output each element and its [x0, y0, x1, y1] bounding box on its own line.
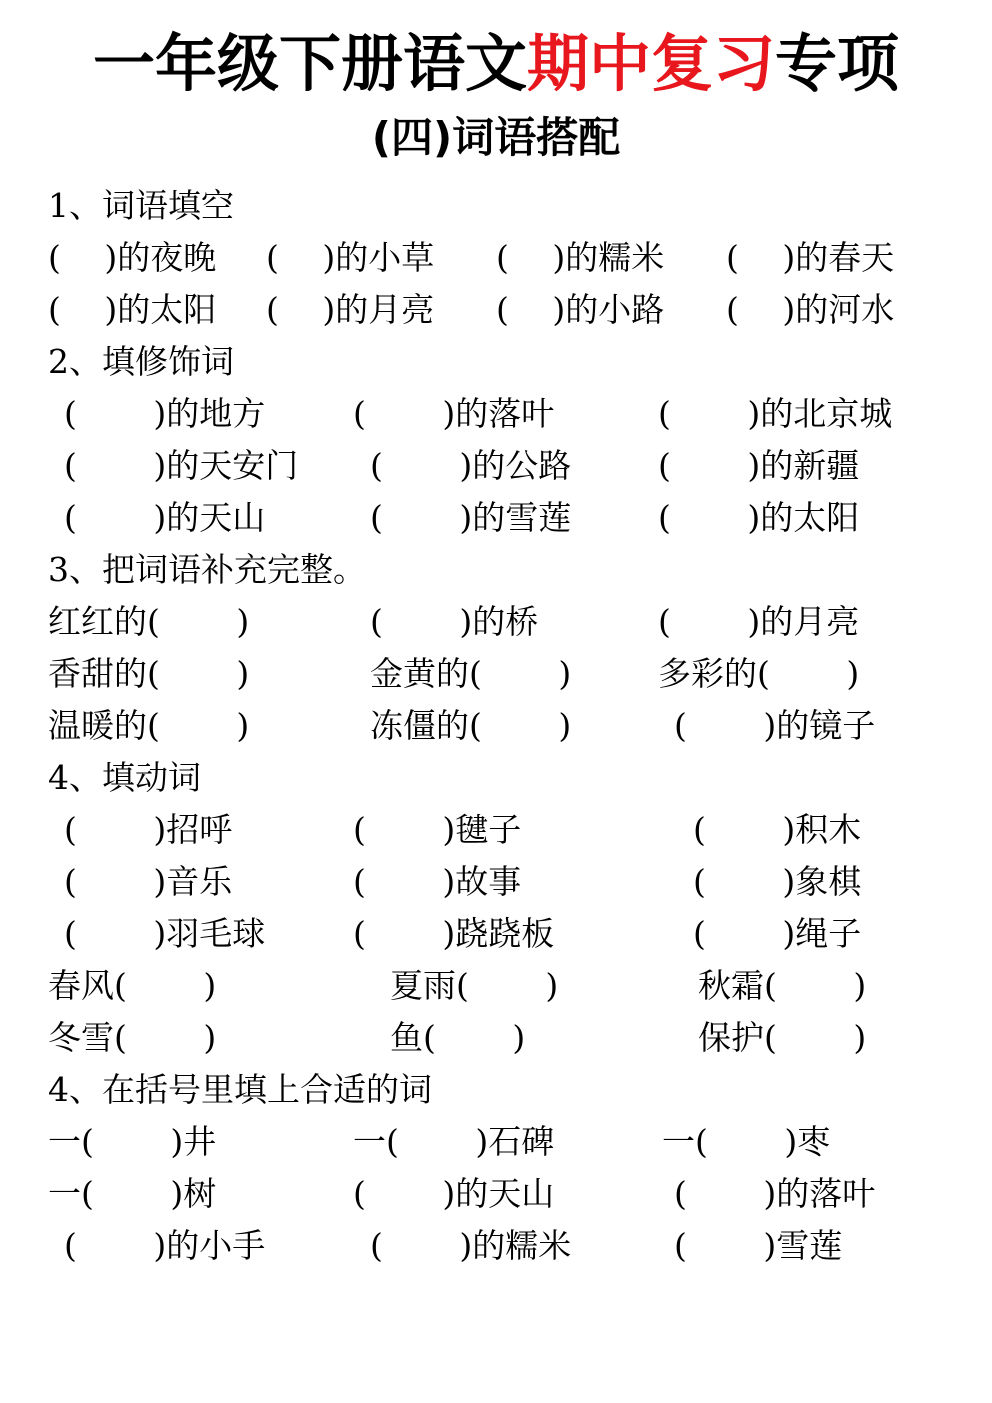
fill-item: ( )的北京城: [658, 394, 893, 433]
fill-item: ( )的太阳: [48, 290, 217, 329]
fill-item: ( )的小手: [64, 1226, 266, 1265]
fill-item: ( )的公路: [370, 446, 572, 485]
fill-item: ( )的小路: [496, 290, 665, 329]
section-4-heading: 4、填动词: [48, 758, 201, 797]
fill-item: ( )音乐: [64, 862, 233, 901]
fill-item: ( )的天山: [353, 1174, 555, 1213]
fill-item: 鱼( ): [390, 1018, 526, 1057]
section-1-heading: 1、词语填空: [48, 186, 234, 225]
fill-item: ( )的天山: [64, 498, 266, 537]
fill-item: ( )的糯米: [370, 1226, 572, 1265]
fill-item: ( )的河水: [726, 290, 895, 329]
fill-item: ( )的月亮: [658, 602, 860, 641]
title-part-1: 一年级下册语文: [92, 27, 527, 100]
section-5-heading: 4、在括号里填上合适的词: [48, 1070, 432, 1109]
fill-item: 一( )枣: [662, 1122, 831, 1161]
fill-item: ( )的天安门: [64, 446, 299, 485]
fill-item: ( )的地方: [64, 394, 266, 433]
fill-item: 一( )石碑: [353, 1122, 555, 1161]
fill-item: ( )的春天: [726, 238, 895, 277]
fill-item: ( )的小草: [266, 238, 435, 277]
fill-item: ( )的月亮: [266, 290, 435, 329]
fill-item: ( )的糯米: [496, 238, 665, 277]
fill-item: 冬雪( ): [48, 1018, 217, 1057]
fill-item: ( )积木: [693, 810, 862, 849]
page-subtitle: (四)词语搭配: [371, 113, 621, 162]
title-part-3: 专项: [775, 27, 900, 100]
fill-item: ( )的新疆: [658, 446, 860, 485]
fill-item: ( )招呼: [64, 810, 233, 849]
fill-item: ( )羽毛球: [64, 914, 266, 953]
fill-item: 秋霜( ): [698, 966, 867, 1005]
fill-item: ( )的桥: [370, 602, 539, 641]
fill-item: 香甜的( ): [48, 654, 250, 693]
fill-item: ( )的夜晚: [48, 238, 217, 277]
fill-item: ( )的太阳: [658, 498, 860, 537]
fill-item: 一( )井: [48, 1122, 217, 1161]
fill-item: 一( )树: [48, 1174, 217, 1213]
fill-item: 春风( ): [48, 966, 217, 1005]
fill-item: ( )的雪莲: [370, 498, 572, 537]
fill-item: ( )绳子: [693, 914, 862, 953]
fill-item: ( )跷跷板: [353, 914, 555, 953]
fill-item: 冻僵的( ): [370, 706, 572, 745]
fill-item: 温暖的( ): [48, 706, 250, 745]
fill-item: 红红的( ): [48, 602, 250, 641]
fill-item: ( )象棋: [693, 862, 862, 901]
fill-item: ( )的镜子: [674, 706, 876, 745]
fill-item: 多彩的( ): [658, 654, 860, 693]
fill-item: ( )毽子: [353, 810, 522, 849]
page-title: [0, 28, 992, 100]
fill-item: ( )雪莲: [674, 1226, 843, 1265]
fill-item: ( )故事: [353, 862, 522, 901]
fill-item: 保护( ): [698, 1018, 867, 1057]
fill-item: 金黄的( ): [370, 654, 572, 693]
fill-item: 夏雨( ): [390, 966, 559, 1005]
fill-item: ( )的落叶: [353, 394, 555, 433]
section-2-heading: 2、填修饰词: [48, 342, 234, 381]
section-3-heading: 3、把词语补充完整。: [48, 550, 366, 589]
fill-item: ( )的落叶: [674, 1174, 876, 1213]
title-highlight: 期中复习: [526, 27, 775, 100]
